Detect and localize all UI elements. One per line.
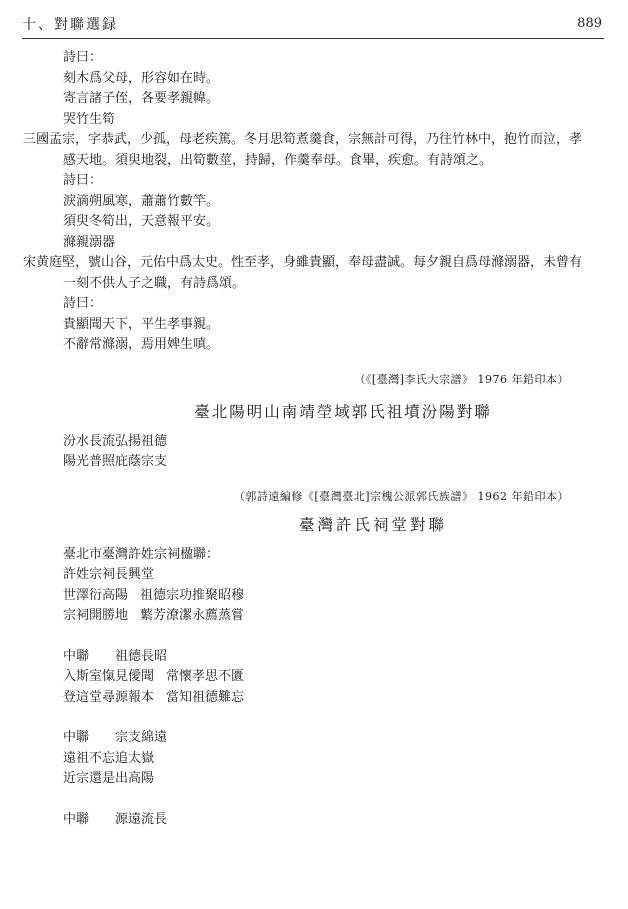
couplet-lower: 蘩芳潦潔永薦蒸嘗: [140, 608, 245, 623]
poem-line: 刻木爲父母，形容如在時。: [63, 70, 220, 86]
poem-line: 貴顯聞天下，平生孝事親。: [63, 316, 220, 332]
couplet-lower: 常懷孝思不匱: [166, 669, 245, 684]
middle-label: 中聯: [63, 730, 90, 745]
poem-line: 不辭常滌溺，焉用婢生嗔。: [63, 337, 220, 352]
source-citation: （郭詩遠編修《[臺灣臺北]宗槐公派郭氏族譜》 1962 年鉛印本）: [233, 489, 569, 503]
poem-line: 寄言諸子侄，各要孝親幃。: [63, 91, 220, 106]
couplet-line: 遠祖不忘追太嶽: [63, 750, 155, 766]
middle-heading: 祖德長昭: [115, 648, 168, 664]
poem-line: 淚滴朔風寒，蕭蕭竹數竿。: [63, 193, 220, 209]
intro-text: 臺北市臺灣許姓宗祠楹聯：: [63, 546, 220, 562]
couplet-line: 汾水長流弘揚祖德: [63, 433, 168, 449]
couplet-pair: [63, 667, 583, 688]
couplet-line: 許姓宗祠長興堂: [63, 567, 155, 582]
poem-line: 須臾冬筍出，天意報平安。: [63, 214, 220, 229]
story-text: 宋黄庭堅，號山谷，元佑中爲太史。性至孝，身雖貴顯，奉母盡誠。每夕親自爲母滌溺器，未曾有一刻不供人子之職，有詩爲頌。: [23, 255, 583, 291]
story-text: 三國孟宗，字恭武，少孤，母老疾篤。冬月思筍煮羹食，宗無計可得，乃往竹林中，抱竹而泣，孝感天地。須臾地裂，出筍數莖，持歸，作羹奉母。食畢，疾愈。有詩頌之。: [23, 132, 583, 168]
page-number: 889: [577, 16, 602, 31]
middle-couplet-heading: [63, 647, 583, 668]
running-header: [22, 14, 602, 36]
section-title: 臺灣許氏祠堂對聯: [298, 515, 447, 534]
story-title: 滌親溺器: [63, 234, 116, 250]
couplet-pair: [63, 688, 583, 709]
couplet-pair: [63, 606, 583, 627]
poem-label: 詩曰：: [63, 50, 103, 65]
couplet-upper: 世澤衍高陽: [63, 587, 129, 603]
middle-heading: 宗支綿遠: [115, 730, 168, 745]
source-citation: （《[臺灣]李氏大宗譜》 1976 年鉛印本）: [354, 372, 569, 386]
couplet-line: 陽光普照庇蔭宗支: [63, 454, 168, 469]
couplet-upper: 宗祠開勝地: [63, 608, 129, 623]
couplet-line: 近宗還是出高陽: [63, 771, 155, 786]
header-rule: [22, 38, 604, 39]
poem-label: 詩曰：: [63, 173, 103, 188]
couplet-pair: [63, 586, 583, 607]
couplet-lower: 當知祖德難忘: [166, 689, 245, 705]
couplet-lower: 祖德宗功推聚昭穆: [140, 587, 245, 603]
page-body: [23, 48, 583, 830]
couplet-upper: 入斯室愾見僾聞: [63, 669, 155, 684]
story-title: 哭竹生筍: [63, 111, 116, 127]
middle-label: 中聯: [63, 648, 90, 664]
middle-label: 中聯: [63, 811, 90, 827]
middle-heading: 源遠流長: [115, 811, 168, 827]
section-title: 臺北陽明山南靖塋域郭氏祖墳汾陽對聯: [194, 402, 492, 421]
couplet-upper: 登這堂尋源報本: [63, 689, 155, 705]
middle-couplet-heading: [63, 728, 583, 749]
poem-label: 詩曰：: [63, 296, 103, 311]
middle-couplet-heading: [63, 810, 583, 831]
chapter-title: 十、對聯選録: [22, 17, 118, 33]
